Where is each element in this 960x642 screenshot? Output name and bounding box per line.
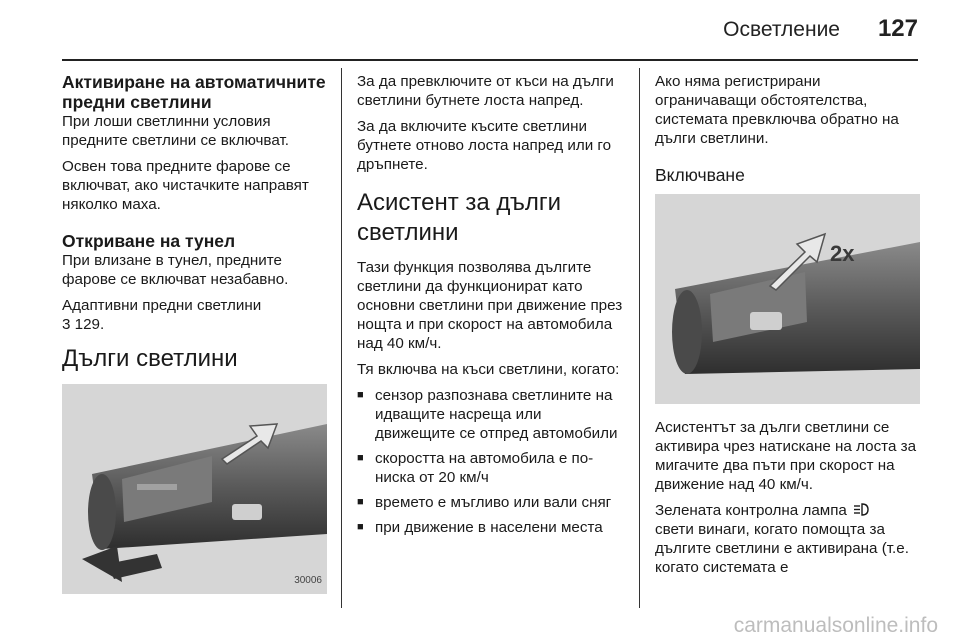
list-item: ■ скоростта на автомобила е по-ниска от 20 км/ч: [357, 449, 625, 487]
heading-auto-headlights: Активиране на автоматичните предни светлини: [62, 72, 326, 112]
page-number: 127: [877, 15, 918, 42]
paragraph: При лоши светлинни условия предните светлини се включват.: [62, 113, 289, 149]
list-item: ■ сензор разпознава светлините на идващите насреща или движещите се отпред автомобили: [357, 386, 625, 443]
high-beam-assist-lamp-icon: [853, 503, 869, 516]
header-divider: [62, 59, 918, 61]
figure-number: 30006: [294, 575, 322, 586]
column-3: [655, 72, 923, 584]
paragraph: [62, 296, 334, 334]
cross-reference-link[interactable]: 3 129.: [62, 316, 105, 333]
paragraph: Тя включва на къси светлини, когато:: [357, 361, 620, 378]
column-2: [357, 72, 625, 543]
list-item: ■ при движение в населени места: [357, 518, 625, 537]
page-title: Осветление: [723, 18, 840, 41]
paragraph: [655, 501, 923, 577]
heading-high-beam-assist: Асистент за дълги светлини: [357, 189, 562, 246]
paragraph-text: Адаптивни предни светлини: [62, 297, 262, 314]
paragraph: Тази функция позволява дългите светлини да функционират като основни светлини при движение през нощта и при скорост на автомобила над 40 км/ч.: [357, 259, 623, 352]
paragraph: За да превключите от къси на дълги светлини бутнете лоста напред.: [357, 73, 614, 109]
heading-tunnel-detection: Откриване на тунел: [62, 231, 236, 251]
lever-illustration-2x: [655, 194, 920, 404]
paragraph: Освен това предните фарове се включват, ако чистачките направят няколко маха.: [62, 158, 309, 213]
column-divider-1: [341, 68, 342, 608]
column-1: [62, 72, 334, 594]
figure-lever-push-pull: [62, 384, 327, 594]
paragraph: Асистентът за дълги светлини се активира чрез натискане на лоста за мигачите два пъти при скорост на движение над 40 км/ч.: [655, 419, 917, 493]
paragraph: Ако няма регистрирани ограничаващи обстоятелства, системата превключва обратно на дълги светлини.: [655, 73, 899, 147]
paragraph-text: Зелената контролна лампа: [655, 502, 847, 519]
heading-high-beam: Дълги светлини: [62, 345, 238, 372]
lever-illustration: [62, 384, 327, 594]
conditions-list: [357, 386, 625, 537]
heading-activation: Включване: [655, 165, 745, 185]
paragraph: За да включите късите светлини бутнете отново лоста напред или го дръпнете.: [357, 118, 612, 173]
figure-lever-double-push: [655, 194, 920, 404]
column-divider-2: [639, 68, 640, 608]
paragraph-text: свети винаги, когато помощта за дългите светлини е активирана (т.е. когато системата е: [655, 521, 909, 576]
watermark: carmanualsonline.info: [733, 614, 938, 637]
list-item: ■ времето е мъгливо или вали сняг: [357, 493, 625, 512]
figure-label-2x: 2x: [830, 241, 855, 266]
paragraph: При влизане в тунел, предните фарове се включват незабавно.: [62, 252, 289, 288]
